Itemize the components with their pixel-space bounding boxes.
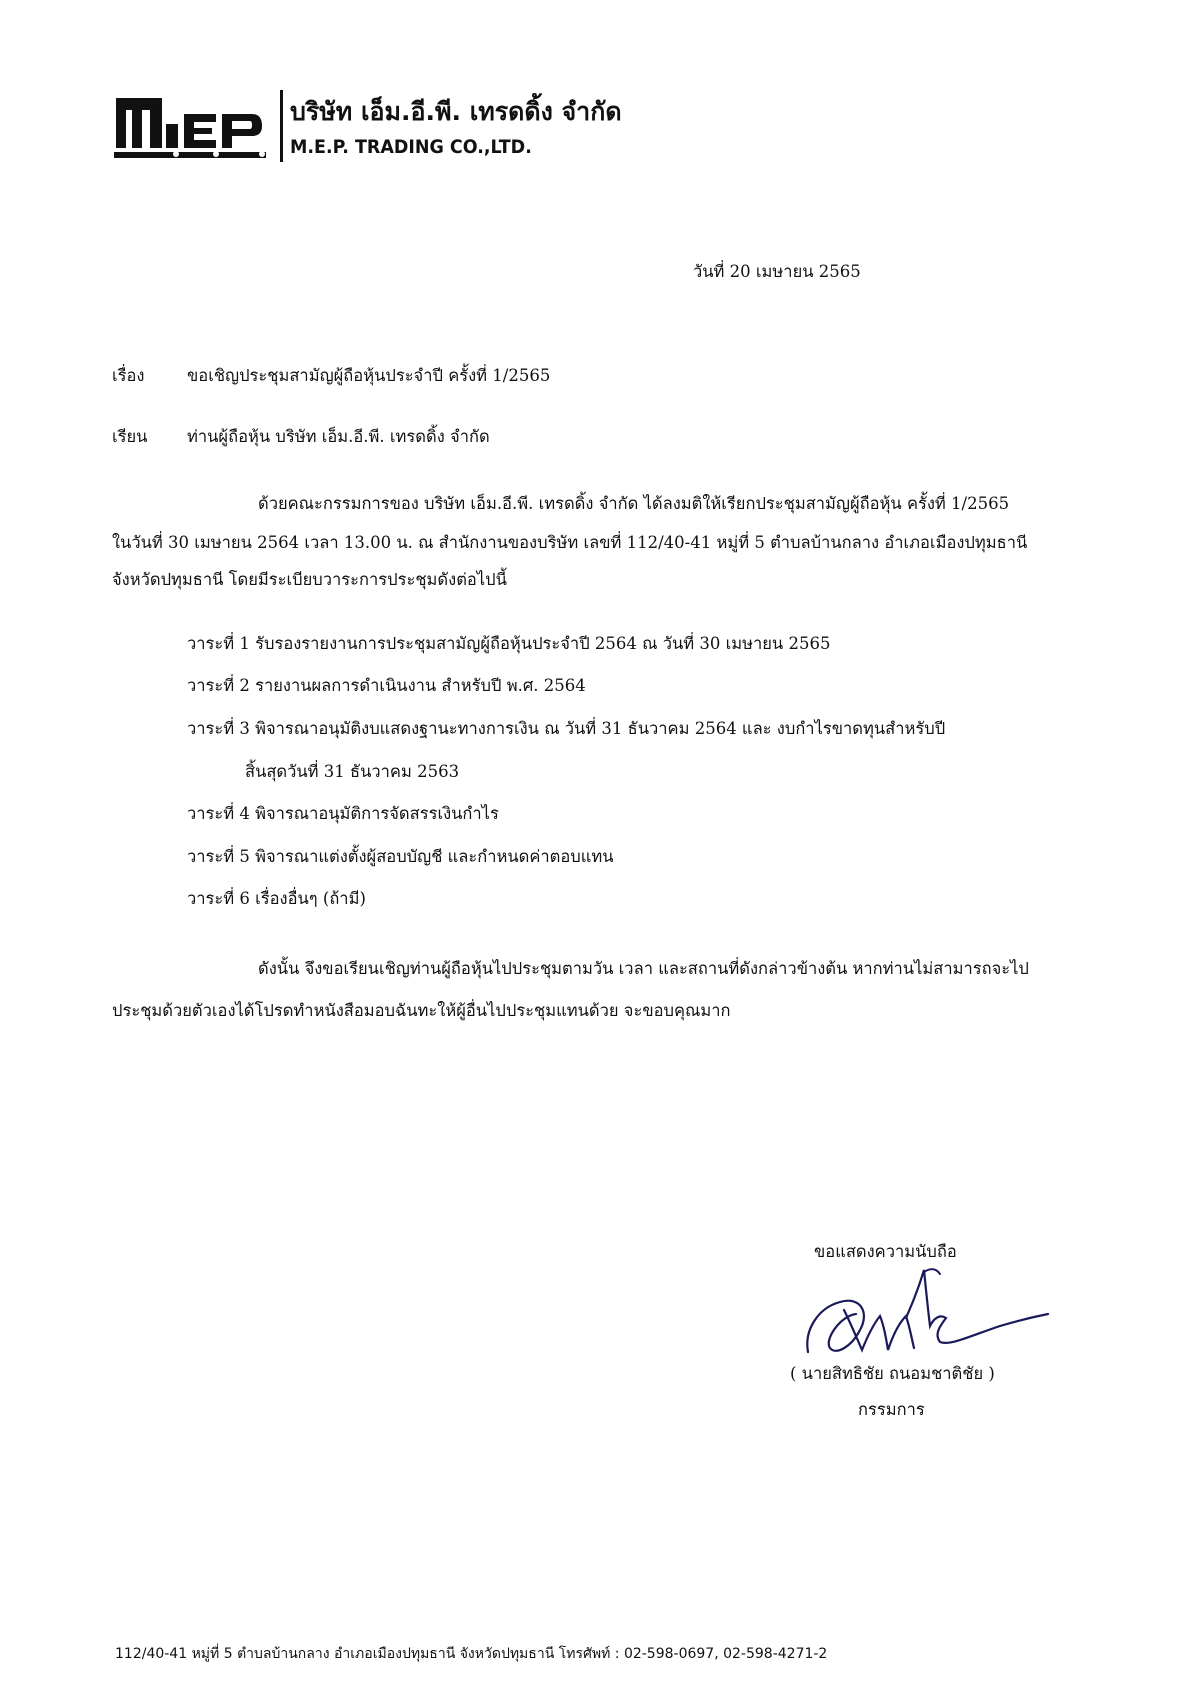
- agenda-item-3: วาระที่ 3 พิจารณาอนุมัติงบแสดงฐานะทางการเงิน ณ วันที่ 31 ธันวาคม 2564 และ งบกำไรขาดทุนสำหรับปี: [187, 719, 946, 738]
- handwritten-signature: [800, 1260, 1050, 1370]
- mep-logo-icon: [112, 90, 272, 162]
- agenda-item-2: วาระที่ 2 รายงานผลการดำเนินงาน สำหรับปี พ.ศ. 2564: [187, 676, 586, 695]
- recipient-label: เรียน: [112, 427, 148, 446]
- subject-label: เรื่อง: [112, 366, 145, 385]
- signatory-position: กรรมการ: [858, 1400, 925, 1419]
- company-name-english: M.E.P. TRADING CO.,LTD.: [290, 136, 532, 158]
- closing-line: ประชุมด้วยตัวเองได้โปรดทำหนังสือมอบฉันทะให้ผู้อื่นไปประชุมแทนด้วย จะขอบคุณมาก: [112, 1001, 731, 1020]
- letter-date: วันที่ 20 เมษายน 2565: [693, 262, 861, 281]
- signatory-name: ( นายสิทธิชัย ถนอมชาติชัย ): [790, 1364, 995, 1383]
- recipient-text: ท่านผู้ถือหุ้น บริษัท เอ็ม.อี.พี. เทรดดิ้ง จำกัด: [187, 427, 490, 446]
- intro-line: ในวันที่ 30 เมษายน 2564 เวลา 13.00 น. ณ สำนักงานของบริษัท เลขที่ 112/40-41 หมู่ที่ 5 ตำบลบ้านกลาง อำเภอเมืองปทุมธานี: [112, 533, 1028, 552]
- footer-address: 112/40-41 หมู่ที่ 5 ตำบลบ้านกลาง อำเภอเมืองปทุมธานี จังหวัดปทุมธานี โทรศัพท์ : 02-598-0697, 02-598-4271-2: [115, 1646, 828, 1662]
- letterhead-divider: [280, 90, 283, 162]
- closing-line: ดังนั้น จึงขอเรียนเชิญท่านผู้ถือหุ้นไปประชุมตามวัน เวลา และสถานที่ดังกล่าวข้างต้น หากท่านไม่สามารถจะไป: [258, 959, 1029, 978]
- regards-text: ขอแสดงความนับถือ: [814, 1242, 957, 1261]
- intro-line: ด้วยคณะกรรมการของ บริษัท เอ็ม.อี.พี. เทรดดิ้ง จำกัด ได้ลงมติให้เรียกประชุมสามัญผู้ถือหุ้น ครั้งที่ 1/2565: [258, 494, 1010, 513]
- agenda-item-4: วาระที่ 4 พิจารณาอนุมัติการจัดสรรเงินกำไร: [187, 804, 499, 823]
- agenda-item-5: วาระที่ 5 พิจารณาแต่งตั้งผู้สอบบัญชี และกำหนดค่าตอบแทน: [187, 847, 614, 866]
- company-name-thai: บริษัท เอ็ม.อี.พี. เทรดดิ้ง จำกัด: [290, 97, 622, 126]
- agenda-item-3-continued: สิ้นสุดวันที่ 31 ธันวาคม 2563: [245, 762, 460, 781]
- subject-text: ขอเชิญประชุมสามัญผู้ถือหุ้นประจำปี ครั้งที่ 1/2565: [187, 366, 551, 385]
- agenda-item-1: วาระที่ 1 รับรองรายงานการประชุมสามัญผู้ถือหุ้นประจำปี 2564 ณ วันที่ 30 เมษายน 2565: [187, 634, 831, 653]
- agenda-item-6: วาระที่ 6 เรื่องอื่นๆ (ถ้ามี): [187, 889, 366, 908]
- intro-line: จังหวัดปทุมธานี โดยมีระเบียบวาระการประชุมดังต่อไปนี้: [112, 570, 507, 589]
